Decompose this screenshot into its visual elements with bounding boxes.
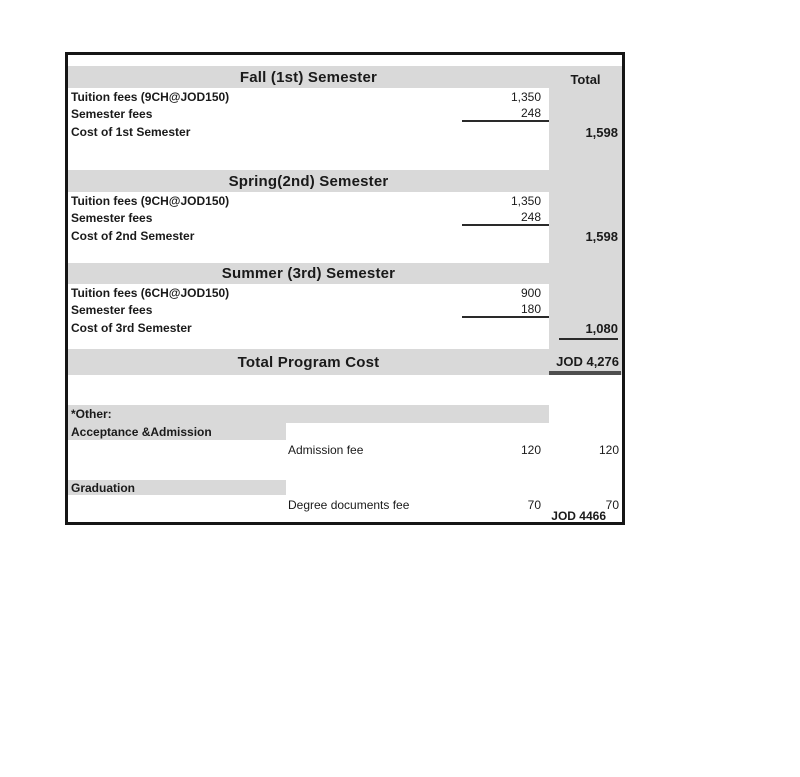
degree-fee-row: [68, 495, 622, 511]
empty-cell: [462, 252, 549, 263]
fees-table: [65, 52, 625, 525]
total-column-cell: [549, 148, 622, 170]
total-program-row: [68, 349, 622, 375]
fee-value-underlined: 180: [462, 301, 549, 318]
spring-header-row: [68, 170, 622, 192]
other-header-row: [68, 405, 622, 423]
empty-cell: [462, 226, 549, 252]
fee-value: 900: [520, 285, 541, 300]
cost-label: Cost of 2nd Semester: [71, 229, 195, 243]
cost-row: [68, 318, 622, 349]
fee-label: Tuition fees (6CH@JOD150): [71, 285, 230, 300]
cost-row: [68, 122, 622, 148]
fee-value-underlined: 248: [462, 105, 549, 122]
other-header-label: *Other:: [68, 405, 549, 423]
fee-label: Admission fee: [288, 443, 364, 457]
total-column-cell: [549, 209, 622, 226]
cost-row: [68, 226, 622, 252]
fee-row: [68, 105, 622, 122]
total-column-cell: [549, 252, 622, 263]
empty-cell: [462, 122, 549, 148]
fee-value: 1,350: [510, 89, 541, 104]
cost-total-underlined: [549, 318, 622, 349]
summer-header-row: [68, 263, 622, 284]
fee-label: Degree documents fee: [288, 498, 410, 512]
total-column-cell: [549, 88, 622, 105]
spacer-row: [68, 148, 622, 170]
cost-total: [549, 226, 622, 252]
total-column-cell: [549, 301, 622, 318]
fee-row: [68, 192, 622, 209]
total-column-cell: [549, 284, 622, 301]
section-title-summer: Summer (3rd) Semester: [68, 263, 549, 284]
fee-label: Semester fees: [71, 302, 153, 317]
cost-total-value: 1,598: [585, 229, 618, 244]
total-column-cell: [549, 192, 622, 209]
section-title-spring: Spring(2nd) Semester: [68, 170, 549, 192]
group-name: Acceptance &Admission: [68, 423, 286, 440]
cost-label: Cost of 1st Semester: [71, 125, 191, 139]
fee-value: 70: [527, 498, 541, 512]
total-column-cell: [549, 263, 622, 284]
empty-cell: [462, 148, 549, 170]
empty-cell: [462, 318, 549, 349]
total-column-cell: [549, 170, 622, 192]
cost-total: [549, 122, 622, 148]
fee-value: 120: [520, 443, 541, 457]
fee-label: Tuition fees (9CH@JOD150): [71, 89, 230, 104]
fee-row: [68, 284, 622, 301]
fee-total: 70: [605, 498, 619, 512]
fee-label: Semester fees: [71, 106, 153, 121]
group-band-acceptance: [68, 423, 622, 440]
cost-total-value: 1,598: [585, 125, 618, 140]
fee-total: 120: [598, 443, 619, 457]
total-column-cell: [549, 105, 622, 122]
fee-value: 1,350: [510, 193, 541, 208]
group-band-graduation: [68, 480, 622, 495]
empty-cell: [68, 252, 462, 263]
fee-label: Tuition fees (9CH@JOD150): [71, 193, 230, 208]
spacer-row: [68, 375, 622, 405]
empty-cell: [549, 405, 622, 423]
spacer-row: [68, 252, 622, 263]
grand-total-value: JOD 4466: [551, 509, 606, 523]
fall-header-row: [68, 66, 622, 88]
empty-cell: [68, 148, 462, 170]
cost-label: Cost of 3rd Semester: [71, 321, 192, 335]
total-program-label: Total Program Cost: [68, 349, 549, 375]
fee-row: [68, 209, 622, 226]
top-spacer-row: [68, 55, 622, 66]
admission-fee-row: [68, 440, 622, 458]
total-program-total: [549, 349, 622, 375]
group-name: Graduation: [68, 480, 286, 495]
fee-label: Semester fees: [71, 210, 153, 225]
spacer-row: [68, 458, 622, 480]
section-title-fall: Fall (1st) Semester: [68, 66, 549, 88]
total-column-header: Total: [549, 66, 622, 88]
fee-row: [68, 88, 622, 105]
total-program-value: JOD 4,276: [549, 354, 621, 375]
grand-total-row: [68, 511, 622, 522]
fee-value-underlined: 248: [462, 209, 549, 226]
fee-row: [68, 301, 622, 318]
cost-total-value: 1,080: [559, 321, 618, 340]
